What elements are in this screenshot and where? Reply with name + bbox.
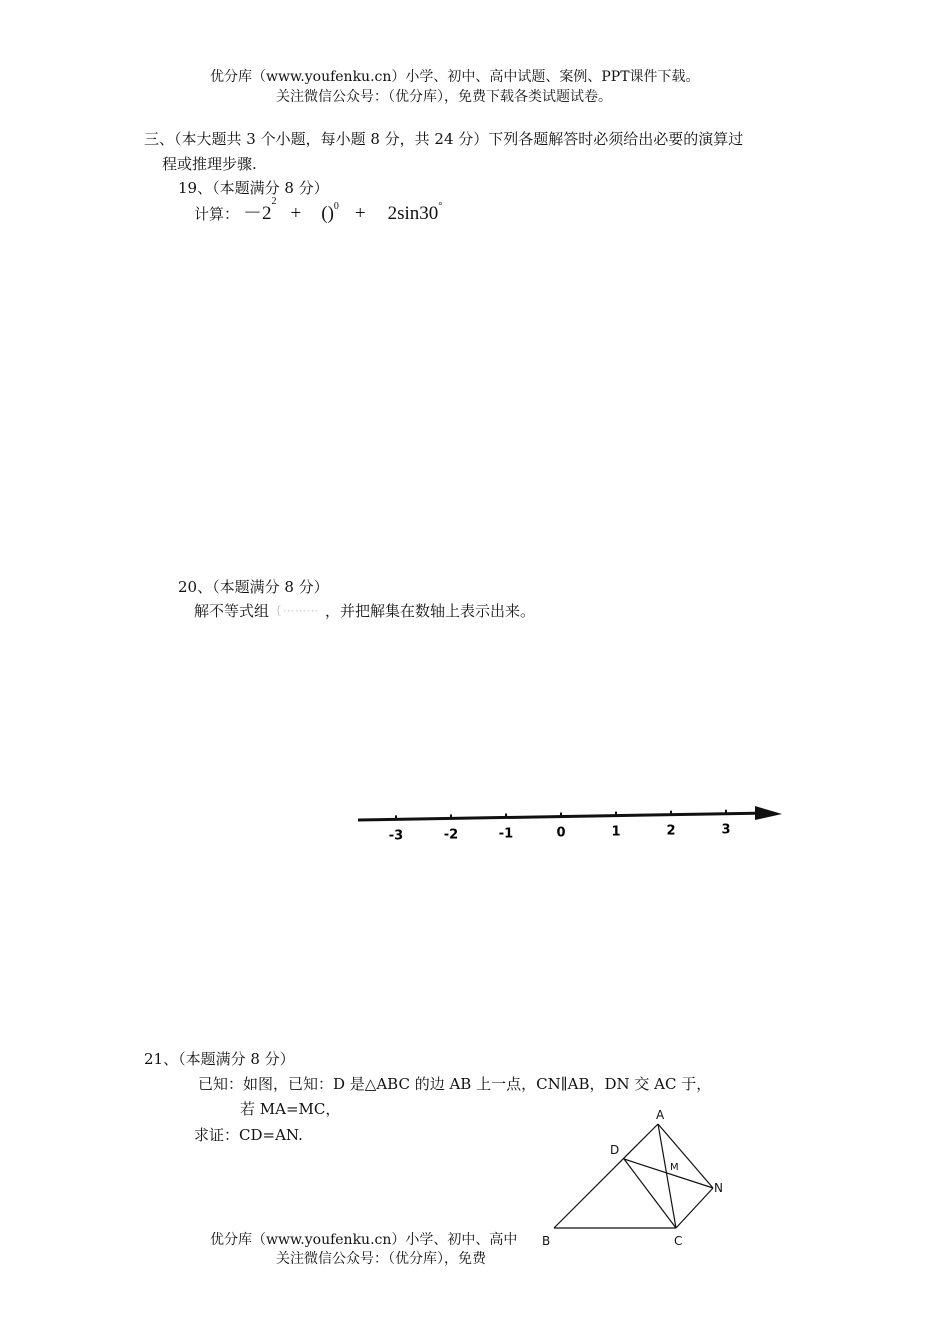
segment-dc (624, 1159, 676, 1228)
header-line-2: 关注微信公众号：（优分库），免费下载各类试题试卷。 (276, 89, 612, 105)
q19-expression (194, 198, 442, 225)
q19-plus-1: + (290, 203, 302, 224)
point-label-d: D (610, 1143, 620, 1157)
segment-cn (676, 1188, 713, 1228)
number-line (350, 800, 790, 850)
point-label-n: N (714, 1181, 723, 1195)
number-line-tick-label: -2 (443, 827, 459, 843)
q20-heading: 20、（本题满分 8 分） (178, 578, 329, 596)
number-line-axis (358, 813, 770, 820)
q19-term-b (321, 203, 339, 225)
number-line-tick-label: 3 (721, 822, 731, 838)
segment-ba (554, 1124, 658, 1228)
point-label-a: A (656, 1108, 665, 1122)
q19-term-b-base: () (321, 203, 334, 224)
q21-given: 已知：如图，已知：D 是△ABC 的边 AB 上一点，CN∥AB，DN 交 AC 于， (198, 1075, 712, 1093)
q19-term-c-exp: ° (438, 201, 443, 212)
q19-plus-2: + (354, 203, 366, 224)
footer-line-2: 关注微信公众号：（优分库），免费 (276, 1251, 486, 1267)
segment-ac (658, 1124, 676, 1228)
q20-prompt-line (194, 600, 535, 621)
q20-suffix: ，并把解集在数轴上表示出来。 (325, 602, 536, 620)
section-title-line-1: 三、（本大题共 3 个小题，每小题 8 分，共 24 分）下列各题解答时必须给出必要的演算过 (144, 130, 744, 148)
q19-term-c-base: 2sin30 (387, 203, 439, 224)
footer-line-1: 优分库（www.youfenku.cn）小学、初中、高中 (210, 1232, 518, 1248)
header-line-1: 优分库（www.youfenku.cn）小学、初中、高中试题、案例、PPT课件下载。 (210, 69, 700, 85)
number-line-tick-label: -1 (498, 826, 514, 842)
q21-given-2: 若 MA=MC， (240, 1100, 341, 1118)
q19-term-c (388, 203, 443, 225)
point-label-c: C (674, 1234, 683, 1248)
q19-heading: 19、（本题满分 8 分） (178, 179, 329, 197)
segment-an (658, 1124, 713, 1188)
number-line-tick-label: -3 (388, 828, 404, 844)
number-line-tick-label: 0 (556, 825, 566, 841)
section-title-line-2: 程或推理步骤. (162, 155, 257, 173)
number-line-tick-label: 2 (666, 823, 676, 839)
q21-prove: 求证：CD=AN. (194, 1126, 303, 1144)
number-line-tick-label: 1 (611, 824, 621, 840)
q19-term-a-exp: 2 (271, 196, 277, 207)
q20-inequality-system: {⋯⋯⋯ (275, 604, 320, 617)
q19-term-a (243, 198, 277, 225)
q19-term-b-exp: 0 (333, 201, 339, 212)
point-label-m: M (670, 1162, 679, 1173)
number-line-arrow-icon (755, 806, 782, 820)
q21-heading: 21、（本题满分 8 分） (144, 1050, 295, 1068)
q19-prompt: 计算： (194, 205, 240, 223)
q19-term-a-base: －2 (243, 203, 272, 224)
point-label-b: B (542, 1234, 551, 1248)
triangle-figure (530, 1100, 730, 1255)
q20-prompt: 解不等式组 (194, 602, 270, 620)
